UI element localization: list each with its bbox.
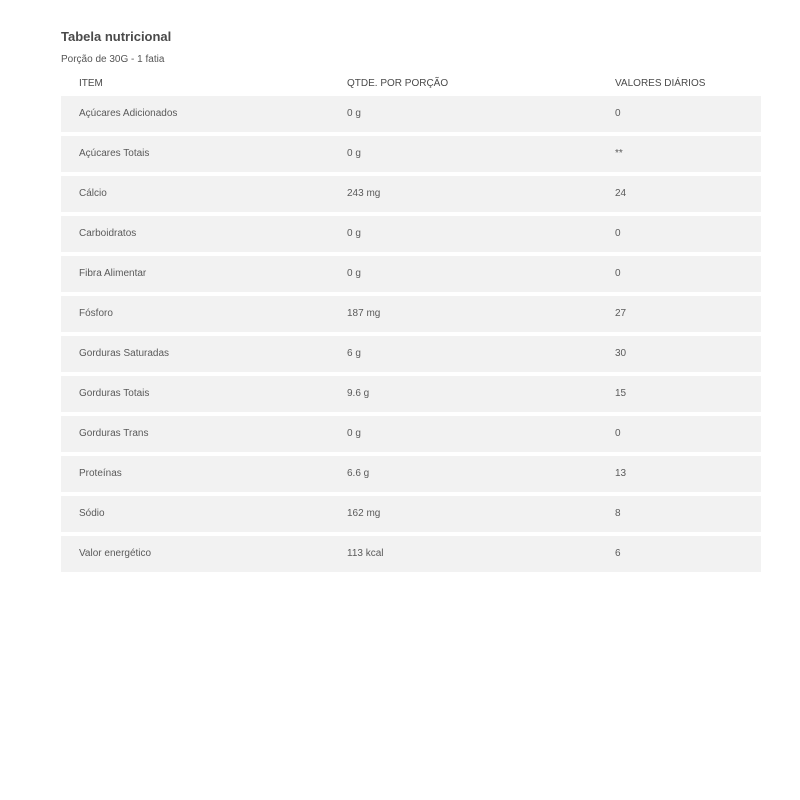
cell-qty: 0 g (347, 268, 361, 279)
cell-qty: 187 mg (347, 308, 381, 319)
cell-daily-value: 8 (615, 508, 621, 519)
header-qty: QTDE. POR PORÇÃO (347, 78, 449, 89)
table-row (61, 496, 761, 532)
cell-item: Gorduras Trans (79, 428, 149, 439)
header-item: ITEM (79, 78, 103, 89)
table-row (61, 176, 761, 212)
cell-qty: 0 g (347, 428, 361, 439)
cell-daily-value: 0 (615, 108, 621, 119)
cell-item: Sódio (79, 508, 105, 519)
cell-qty: 6.6 g (347, 468, 370, 479)
section-title: Tabela nutricional (61, 29, 172, 44)
table-body (61, 96, 761, 572)
cell-daily-value: 15 (615, 388, 627, 399)
cell-item: Gorduras Totais (79, 388, 150, 399)
cell-item: Proteínas (79, 468, 122, 479)
table-row (61, 296, 761, 332)
cell-item: Valor energético (79, 548, 152, 559)
table-row (61, 336, 761, 372)
nutrition-panel (61, 28, 761, 576)
cell-qty: 113 kcal (347, 548, 384, 559)
table-row (61, 256, 761, 292)
table-row (61, 376, 761, 412)
cell-item: Açúcares Adicionados (79, 108, 178, 119)
cell-qty: 0 g (347, 148, 361, 159)
cell-daily-value: 6 (615, 548, 621, 559)
cell-qty: 0 g (347, 108, 361, 119)
cell-qty: 0 g (347, 228, 361, 239)
table-row (61, 96, 761, 132)
cell-item: Cálcio (79, 188, 107, 199)
cell-daily-value: 13 (615, 468, 627, 479)
table-row (61, 216, 761, 252)
table-header (61, 72, 761, 96)
cell-qty: 243 mg (347, 188, 381, 199)
cell-item: Carboidratos (79, 228, 137, 239)
table-row (61, 456, 761, 492)
cell-daily-value: 0 (615, 268, 621, 279)
cell-qty: 162 mg (347, 508, 381, 519)
cell-daily-value: 30 (615, 348, 627, 359)
cell-daily-value: ** (615, 148, 623, 159)
table-row (61, 136, 761, 172)
cell-daily-value: 27 (615, 308, 627, 319)
table-row (61, 536, 761, 572)
cell-daily-value: 24 (615, 188, 627, 199)
cell-daily-value: 0 (615, 228, 621, 239)
cell-item: Açúcares Totais (79, 148, 150, 159)
cell-item: Fibra Alimentar (79, 268, 147, 279)
portion-label: Porção de 30G - 1 fatia (61, 54, 165, 65)
cell-qty: 6 g (347, 348, 361, 359)
cell-item: Gorduras Saturadas (79, 348, 170, 359)
cell-daily-value: 0 (615, 428, 621, 439)
table-row (61, 416, 761, 452)
cell-item: Fósforo (79, 308, 113, 319)
cell-qty: 9.6 g (347, 388, 370, 399)
header-daily-value: VALORES DIÁRIOS (615, 78, 706, 89)
